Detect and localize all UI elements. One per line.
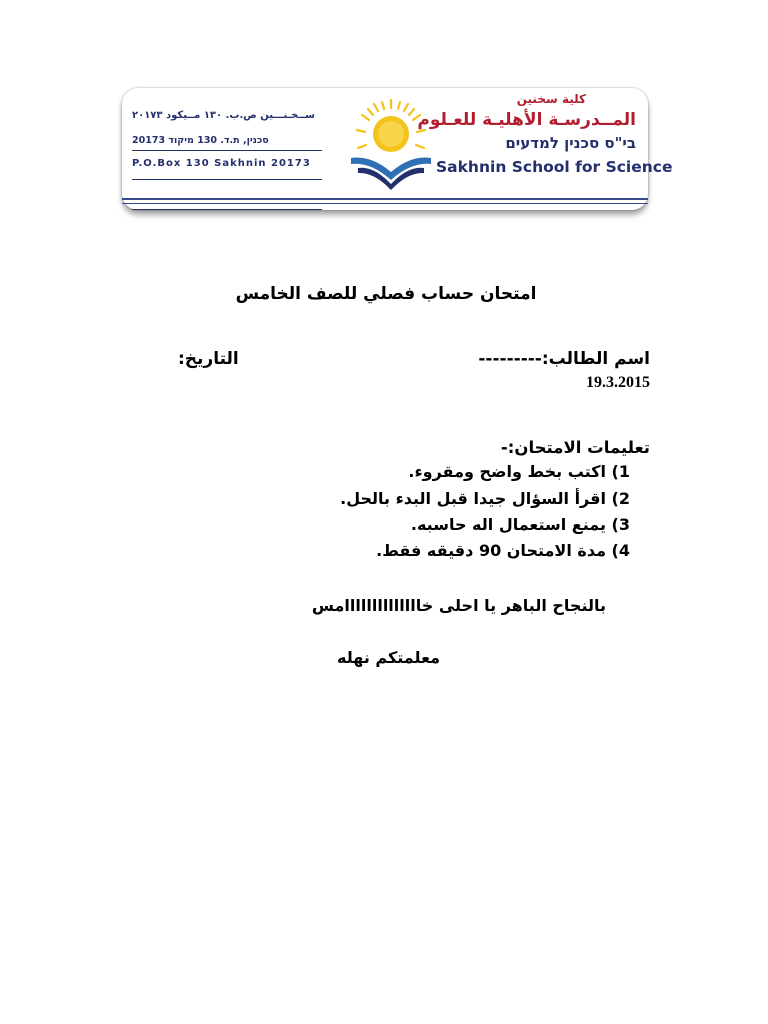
student-name-field: اسم الطالب:---------: [478, 349, 650, 369]
date-label: التاريخ:: [178, 349, 239, 369]
address-arabic: ســخـنـــين ص.ب. ١٣٠ مــيكود ٢٠١٧٣: [132, 110, 315, 121]
teacher-signature: معلمتكم نهله: [337, 648, 440, 667]
exam-title: امتحان حساب فصلي للصف الخامس: [235, 284, 537, 304]
divider: [132, 150, 322, 151]
address-block: [132, 110, 322, 169]
address-hebrew: סכנין, ת.ד. 130 מיקוד 20173: [132, 135, 269, 146]
instruction-item: 4) مدة الامتحان 90 دقيقه فقط.: [376, 541, 630, 560]
divider: [132, 179, 322, 180]
school-name-arabic: المــدرسـة الأهليـة للعـلوم: [417, 110, 636, 130]
school-name-hebrew: בי"ס סכנין למדעים: [505, 134, 636, 152]
banner-underline-thin: [122, 203, 648, 204]
instruction-item: 1) اكتب بخط واضح ومقروء.: [408, 462, 630, 481]
divider: [132, 209, 322, 210]
good-luck-message: بالنجاح الباهر يا احلى خاااااااااااااامس: [311, 596, 606, 615]
date-value: 19.3.2015: [586, 374, 650, 391]
address-english: P.O.Box 130 Sakhnin 20173: [132, 158, 311, 169]
school-name-block: [417, 92, 673, 176]
college-name: كلية سخنين: [516, 92, 586, 106]
school-header-banner: [122, 88, 673, 210]
banner-underline: [122, 198, 648, 200]
instruction-item: 3) يمنع استعمال اله حاسبه.: [410, 515, 630, 534]
instruction-item: 2) اقرأ السؤال جيدا قبل البدء بالحل.: [340, 489, 630, 508]
school-name-english: Sakhnin School for Science: [436, 158, 673, 176]
instructions-title: تعليمات الامتحان:-: [500, 438, 650, 457]
